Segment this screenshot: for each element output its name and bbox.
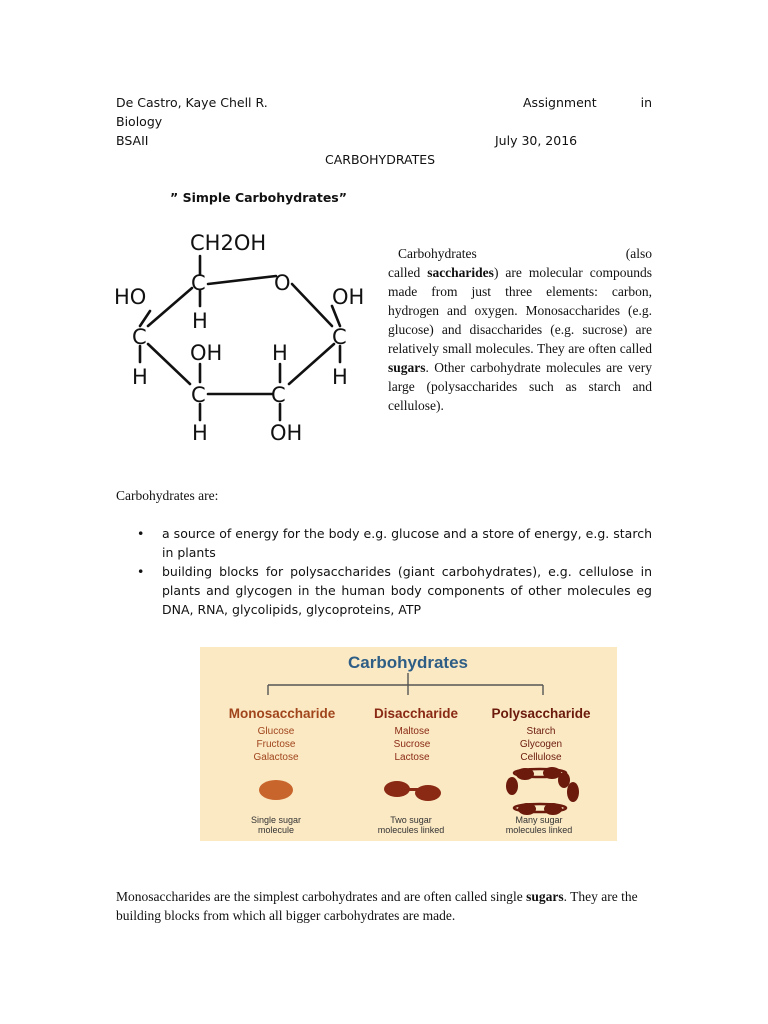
author-name: De Castro, Kaye Chell R. [116, 95, 268, 110]
di-example: Maltose [394, 726, 430, 737]
sugars-term: sugars [388, 360, 426, 375]
page-title: CARBOHYDRATES [325, 152, 436, 167]
mono-caption: molecule [257, 825, 295, 835]
intro-tail-text: . Other carbohydrate molecules are very large (polysaccharides such as starch and cellulose). [388, 360, 652, 413]
poly-caption: molecules linked [505, 825, 573, 835]
subtitle: ” Simple Carbohydrates” [170, 190, 347, 205]
intro-word-carbohydrates: Carbohydrates [398, 246, 477, 261]
poly-example: Cellulose [520, 752, 562, 763]
closing-sugars-term: sugars [526, 889, 564, 904]
c1-label: C [191, 271, 206, 295]
intro-word-also: (also [625, 246, 652, 261]
ch2oh-label: CH2OH [190, 231, 267, 255]
c-bottom-right-label: C [271, 383, 286, 407]
date-label: July 30, 2016 [495, 133, 578, 148]
subject-label: Biology [116, 114, 163, 129]
di-caption: molecules linked [377, 825, 445, 835]
list-item [116, 524, 652, 562]
closing-paragraph [116, 887, 656, 925]
ring-oxygen-label: O [274, 271, 291, 295]
closing-text-end: . They are the building blocks from which all bigger carbohydrates are made. [116, 889, 638, 923]
disaccharide-heading: Disaccharide [373, 706, 459, 721]
bullet-text: building blocks for polysaccharides (giant carbohydrates), e.g. cellulose in plants and glycogen in the human body components of other molecules eg DNA, RNA, glycolipids, glycoproteins, ATP [162, 564, 652, 617]
oh-right-label: OH [332, 285, 365, 309]
carbohydrates-diagram [200, 647, 617, 841]
oh-bottom-label: OH [270, 421, 303, 445]
mono-caption: Single sugar [250, 815, 302, 825]
oh-mid-label: OH [190, 341, 223, 365]
mono-example: Fructose [256, 739, 296, 750]
glucose-structure [110, 226, 370, 446]
list-intro: Carbohydrates are: [116, 488, 219, 503]
assignment-in-word: in [640, 95, 652, 110]
ho-left-label: HO [114, 285, 147, 309]
intro-body [388, 263, 652, 415]
di-example: Lactose [394, 752, 430, 763]
poly-example: Glycogen [519, 739, 563, 750]
bullet-text: a source of energy for the body e.g. glucose and a store of energy, e.g. starch in plants [162, 526, 652, 560]
intro-first-line [388, 244, 652, 263]
di-caption: Two sugar [390, 815, 432, 825]
h-bottom-label: H [192, 421, 208, 445]
saccharides-term: saccharides [427, 265, 494, 280]
h-label: H [192, 309, 208, 333]
intro-body-text: ) are molecular compounds made from just three elements: carbon, hydrogen and oxygen. Monosaccharides (e.g. glucose) and disaccharides (e.g. sucrose) are relatively small molecules. They are often called [388, 265, 652, 356]
diagram-title: Carbohydrates [348, 653, 468, 672]
list-item [116, 562, 652, 619]
single-sugar-shape [259, 780, 293, 800]
mono-example: Galactose [253, 752, 299, 763]
closing-text: Monosaccharides are the simplest carbohydrates and are often called single [116, 889, 527, 904]
c-bottom-left-label: C [191, 383, 206, 407]
intro-paragraph [388, 244, 652, 415]
bullet-list [116, 524, 652, 619]
course-label: BSAII [116, 133, 149, 148]
bullet-dot: • [137, 526, 145, 541]
polysaccharide-heading: Polysaccharide [491, 706, 591, 721]
assignment-word: Assignment [523, 95, 597, 110]
h-left-label: H [132, 365, 148, 389]
monosaccharide-heading: Monosaccharide [228, 706, 336, 721]
h-mid-label: H [272, 341, 288, 365]
c-left-label: C [132, 325, 147, 349]
di-example: Sucrose [393, 739, 431, 750]
assignment-label [523, 95, 652, 110]
intro-called: called [388, 265, 428, 280]
poly-example: Starch [526, 726, 556, 737]
bullet-dot: • [137, 564, 145, 579]
h-right-label: H [332, 365, 348, 389]
c-right-label: C [332, 325, 347, 349]
poly-caption: Many sugar [515, 815, 563, 825]
mono-example: Glucose [257, 726, 295, 737]
